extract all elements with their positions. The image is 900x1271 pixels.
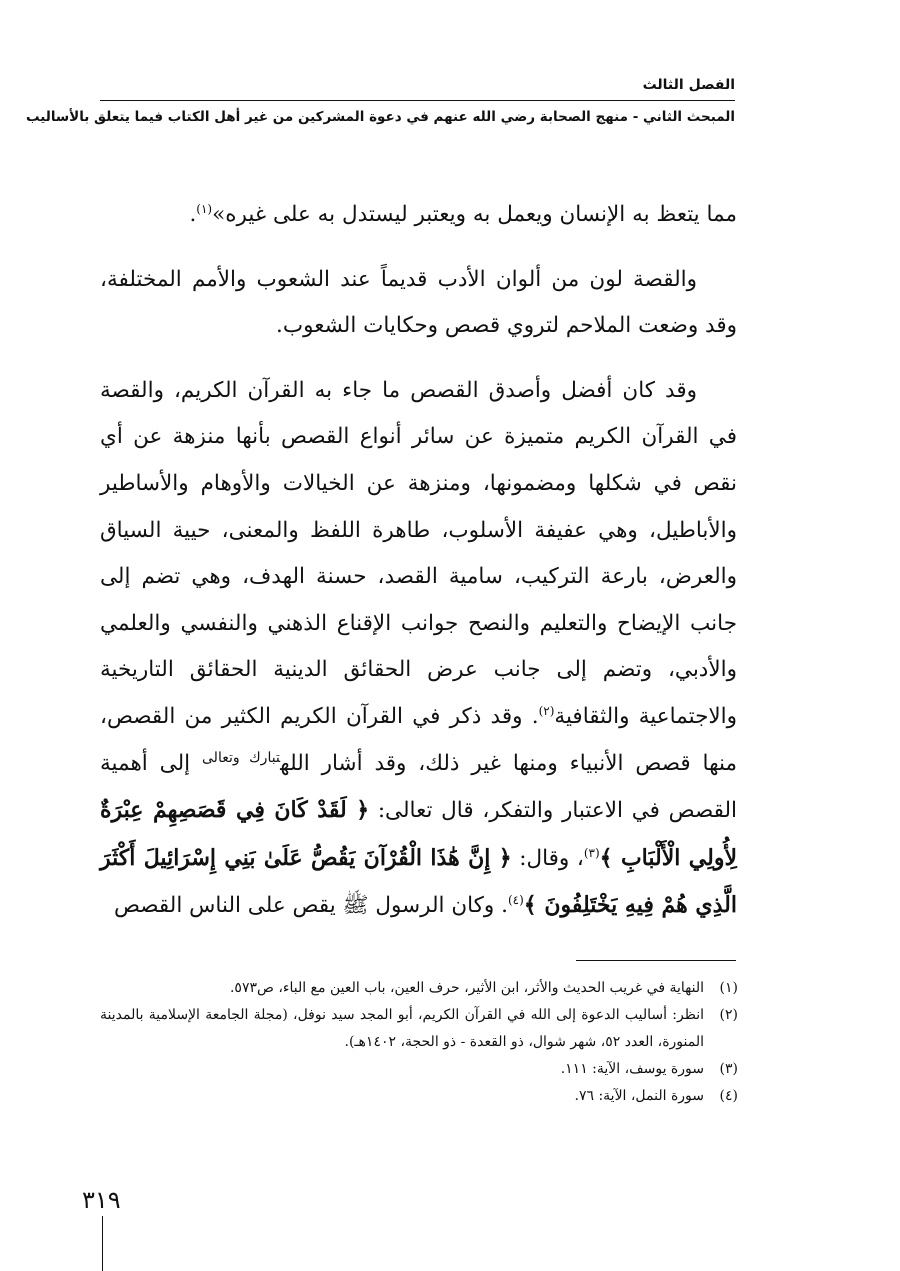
footnote-item xyxy=(100,1083,738,1110)
footnote-ref-4: (٤) xyxy=(507,893,524,908)
paragraph-3-text-c: إلى أهمية القصص في الاعتبار والتفكر، قال تعالى: xyxy=(100,750,738,824)
footnote-text: انظر: أساليب الدعوة إلى الله في القرآن الكريم، أبو المجد سيد نوفل، (مجلة الجامعة الإسلامية بالمدينة المنورة، العدد ٥٢، شهر شوال، ذو القعدة - ذو الحجة، ١٤٠٢هـ). xyxy=(100,1007,704,1050)
footnote-item xyxy=(100,1002,738,1056)
quran-verse-2: ﴿ إِنَّ هَٰذَا الْقُرْآنَ يَقُصُّ عَلَىٰ بَنِي إِسْرَائِيلَ أَكْثَرَ الَّذِي هُمْ فِيهِ يَخْتَلِفُونَ ﴾ xyxy=(100,844,737,919)
footnote-item xyxy=(100,1056,738,1083)
footnote-ref-2: (٢) xyxy=(538,703,555,718)
footnotes xyxy=(100,975,738,1110)
footnote-item xyxy=(100,975,738,1002)
footnote-separator xyxy=(576,960,736,961)
paragraph-3-text-b: . وقد ذكر في القرآن الكريم الكثير من القصص، منها قصص الأنبياء ومنها غير ذلك، وقد أشار الله xyxy=(100,703,738,776)
paragraph-3 xyxy=(100,368,737,930)
footnote-number: (١) xyxy=(719,980,738,996)
page-margin-line xyxy=(102,1216,103,1271)
paragraph-1 xyxy=(100,192,737,239)
quran-verse-1: ﴿ لَقَدْ كَانَ فِي قَصَصِهِمْ عِبْرَةٌ لِأُولِي الْأَلْبَابِ ﴾ xyxy=(100,797,737,871)
footnote-text: النهاية في غريب الحديث والأثر، ابن الأثير، حرف العين، باب العين مع الباء، ص٥٧٣. xyxy=(229,980,704,996)
paragraph-1-end: . xyxy=(189,202,197,227)
chapter-title: الفصل الثالث xyxy=(642,77,735,93)
section-title: المبحث الثاني - منهج الصحابة رضي الله عنهم في دعوة المشركين من غير أهل الكتاب فيما يتعلق بالأساليب xyxy=(25,109,735,125)
footnote-number: (٤) xyxy=(719,1088,738,1104)
paragraph-2 xyxy=(100,257,737,350)
footnote-number: (٢) xyxy=(719,1007,738,1023)
paragraph-3-text-f: يقص على الناس القصص xyxy=(113,893,343,919)
paragraph-1-text: مما يتعظ به الإنسان ويعمل به ويعتبر ليستدل به على غيره» xyxy=(212,202,737,227)
footnote-text: سورة يوسف، الآية: ١١١. xyxy=(560,1061,704,1077)
footnote-number: (٣) xyxy=(719,1061,738,1077)
footnote-ref-1: (١) xyxy=(196,201,213,216)
paragraph-3-text-d: ، وقال: xyxy=(511,845,584,871)
footnote-ref-3: (٣) xyxy=(583,845,600,860)
header-rule xyxy=(100,100,735,101)
main-text xyxy=(100,192,737,930)
footnote-text: سورة النمل، الآية: ٧٦. xyxy=(574,1088,704,1104)
paragraph-2-text: والقصة لون من ألوان الأدب قديماً عند الشعوب والأمم المختلفة، وقد وضعت الملاحم لتروي قصص وحكايات الشعوب. xyxy=(100,266,737,339)
prophet-honorific: ﷺ xyxy=(342,893,369,919)
honorific-glyph: تبارك وتعالى xyxy=(202,749,281,766)
paragraph-3-text-e: . وكان الرسول xyxy=(375,893,508,919)
paragraph-3-text-a: وقد كان أفضل وأصدق القصص ما جاء به القرآن الكريم، والقصة في القرآن الكريم متميزة عن سائر أنواع القصص بأنها منزهة عن أي نقص في شكلها ومضمونها، ومنزهة عن الخيالات والأوهام والأساطير والأباطيل، وهي عفيفة الأسلوب، طاهرة اللفظ والمعنى، حيية السياق والعرض، بارعة التركيب، سامية القصد، حسنة الهدف، وهي تضم إلى جانب الإيضاح والتعليم والنصح جوانب الإقناع الذهني والنفسي والعلمي والأدبي، وتضم إلى جانب عرض الحقائق الدينية الحقائق التاريخية والاجتماعية والثقافية xyxy=(100,377,737,729)
page-number: ٣١٩ xyxy=(82,1186,121,1214)
running-header xyxy=(25,74,735,125)
